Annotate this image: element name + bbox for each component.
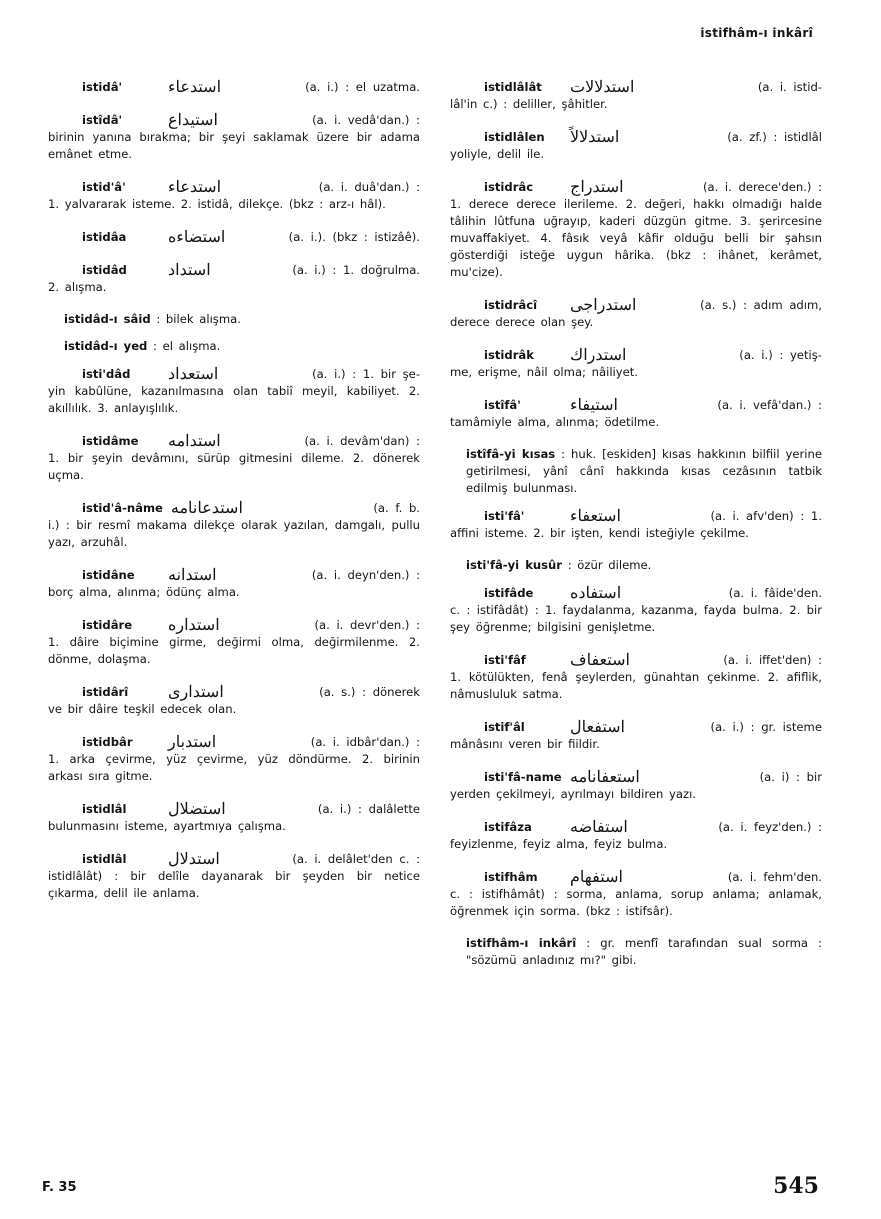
dictionary-entry (450, 868, 822, 920)
grammar-note: (a. i. istid- (757, 80, 822, 94)
headword: isti'dâd (82, 367, 131, 381)
right-column (450, 78, 822, 979)
entry-head (48, 432, 420, 450)
sub-definition: : özür dileme. (567, 558, 652, 572)
grammar-note: (a. i. derece'den.) : (702, 180, 822, 194)
definition-text: tamâmiyle alma, alınma; ödetilme. (450, 415, 660, 429)
grammar-note: (a. i. delâlet'den c. : (292, 852, 420, 866)
dictionary-entry (450, 296, 822, 331)
definition-text: derece derece olan şey. (450, 315, 594, 329)
definition-text: yoliyle, delil ile. (450, 147, 545, 161)
definition-text: istidlâlât) : bir delîle dayanarak bir şeyden bir netice çıkarma, delil ile anlama. (48, 869, 420, 900)
headword: istidâ' (82, 80, 123, 94)
entry-head (450, 768, 822, 786)
dictionary-entry (48, 499, 420, 551)
dictionary-entry (48, 566, 420, 601)
arabic-spelling: استدراج (570, 177, 624, 196)
definition-text: 1. bir şeyin devâmını, sürüp gitmesini dileme. 2. dönerek uçma. (48, 451, 420, 482)
arabic-spelling: استفاده (570, 583, 622, 602)
headword: istid'â-nâme (82, 501, 163, 515)
definition-text: feyizlenme, feyiz alma, feyiz bulma. (450, 837, 668, 851)
entry-head (48, 78, 420, 96)
entry-head (450, 128, 822, 146)
arabic-spelling: استفعال (570, 717, 625, 736)
grammar-note: (a. zf.) : istidlâl (727, 130, 822, 144)
arabic-spelling: استدراجی (570, 295, 637, 314)
sub-definition: : gr. menfî tarafından sual sorma : "sözümü anladınız mı?" gibi. (466, 936, 822, 967)
grammar-note: (a. i.) : 1. doğrulma. (292, 263, 420, 277)
signature-mark: F. 35 (42, 1180, 77, 1195)
entry-head (48, 616, 420, 634)
definition-text: mânâsını veren bir fiildir. (450, 737, 600, 751)
dictionary-entry (48, 228, 420, 246)
grammar-note: (a. i.) : dalâlette (317, 802, 420, 816)
entry-head (450, 718, 822, 736)
dictionary-entry (450, 718, 822, 753)
definition-text: affini isteme. 2. bir işten, kendi isteğiyle çekilme. (450, 526, 749, 540)
headword: istidâne (82, 568, 135, 582)
grammar-note: (a. i. devr'den.) : (314, 618, 420, 632)
grammar-note: (a. i. iffet'den) : (723, 653, 822, 667)
sub-definition: : huk. [eskiden] kısas hakkının bilfiil yerine getirilmesi, yânî cânî hakkında kısas cezâsının tatbik edilmiş bulunması. (466, 447, 822, 495)
arabic-spelling: استدامه (168, 431, 221, 450)
definition-text: c. : istifhâmât) : sorma, anlama, sorup anlama; anlamak, öğrenmek için sorma. (bkz : istifsâr). (450, 887, 822, 918)
arabic-spelling: استعفانامه (570, 767, 640, 786)
entry-head (48, 733, 420, 751)
headword: istidbâr (82, 735, 133, 749)
arabic-spelling: استدبار (168, 732, 217, 751)
entry-head (48, 365, 420, 383)
headword: istidlâlen (484, 130, 545, 144)
headword: istif'âl (484, 720, 525, 734)
entry-head (450, 584, 822, 602)
definition-text: i.) : bir resmî makama dilekçe olarak yazılan, damgalı, pullu yazı, arzuhâl. (48, 518, 420, 549)
headword: istifhâm (484, 870, 538, 884)
headword: isti'fâf (484, 653, 526, 667)
grammar-note: (a. i. devâm'dan) : (304, 434, 420, 448)
grammar-note: (a. i. deyn'den.) : (311, 568, 420, 582)
definition-text: 1. derece derece ilerileme. 2. değeri, hakkı olmadığı halde tâlihin lûtfuna uğrayıp, kaderi düzgün gitme. 3. şerircesine muvaffakiyet. 4. fâsık veyâ kâfir olduğu belli bir şahsın gösterdiği isteğe uygun hârika. (bkz : ihânet, kerâmet, mu'cize). (450, 197, 822, 279)
grammar-note: (a. i. duâ'dan.) : (318, 180, 420, 194)
dictionary-entry (48, 111, 420, 163)
arabic-spelling: استدلالاً (570, 127, 620, 146)
entry-head (450, 296, 822, 314)
arabic-spelling: استدعانامه (170, 498, 243, 517)
arabic-spelling: استفاضه (570, 817, 628, 836)
definition-text: yerden çekilmeyi, ayrılmayı bildiren yazı. (450, 787, 696, 801)
sub-entry (64, 311, 420, 328)
dictionary-entry (48, 178, 420, 213)
headword: istîfâ' (484, 398, 521, 412)
headword: istîdâ' (82, 113, 123, 127)
definition-text: lâl'in c.) : deliller, şâhitler. (450, 97, 608, 111)
entry-head (48, 178, 420, 196)
arabic-spelling: استدعاء (168, 77, 222, 96)
headword: istidâd (82, 263, 127, 277)
grammar-note: (a. i. feyz'den.) : (718, 820, 822, 834)
definition-text: ve bir dâire teşkil edecek olan. (48, 702, 237, 716)
definition-text: me, erişme, nâil olma; nâiliyet. (450, 365, 638, 379)
headword: istidâme (82, 434, 139, 448)
headword: istidrâk (484, 348, 534, 362)
dictionary-entry (450, 651, 822, 703)
dictionary-entry (450, 346, 822, 381)
dictionary-entry (450, 128, 822, 163)
headword: istidrâc (484, 180, 534, 194)
arabic-spelling: استدلالات (570, 77, 635, 96)
entry-head (48, 499, 420, 517)
definition-text: bulunmasını isteme, ayartmıya çalışma. (48, 819, 286, 833)
sub-entry (466, 935, 822, 969)
dictionary-entry (48, 432, 420, 484)
entry-head (48, 111, 420, 129)
grammar-note: (a. i. idbâr'dan.) : (310, 735, 420, 749)
entry-head (450, 346, 822, 364)
headword: istidlâl (82, 852, 127, 866)
grammar-note: (a. i.) : gr. isteme (710, 720, 822, 734)
grammar-note: (a. i. fâide'den. (728, 586, 822, 600)
dictionary-entry (48, 800, 420, 835)
definition-text: 1. dâire biçimine girme, değirmi olma, değirmilenme. 2. dönme, dolaşma. (48, 635, 420, 666)
arabic-spelling: استيفاء (570, 395, 618, 414)
arabic-spelling: استضلال (168, 799, 226, 818)
arabic-spelling: استداد (168, 260, 211, 279)
definition-text: 2. alışma. (48, 280, 107, 294)
running-header: istifhâm-ı inkârî (700, 26, 813, 40)
grammar-note: (a. i.) : el uzatma. (305, 80, 420, 94)
grammar-note: (a. i. fehm'den. (727, 870, 822, 884)
grammar-note: (a. i.) : yetiş- (739, 348, 822, 362)
sub-headword: isti'fâ-yi kusûr (466, 558, 563, 572)
headword: istidâre (82, 618, 133, 632)
arabic-spelling: استدراك (570, 345, 627, 364)
entry-head (450, 178, 822, 196)
definition-text: 1. yalvararak isteme. 2. istidâ, dilekçe. (bkz : arz-ı hâl). (48, 197, 386, 211)
entry-head (48, 261, 420, 279)
arabic-spelling: استعفاء (570, 506, 621, 525)
sub-headword: istidâd-ı yed (64, 339, 148, 353)
headword: istifâza (484, 820, 532, 834)
dictionary-entry (450, 768, 822, 803)
definition-text: 1. kötülükten, fenâ şeylerden, günahtan çekinme. 2. afiflik, nâmusluluk satma. (450, 670, 822, 701)
headword: istidrâcî (484, 298, 538, 312)
grammar-note: (a. f. b. (373, 501, 420, 515)
definition-text: birinin yanına bırakma; bir şeyi saklamak üzere bir adama emânet etme. (48, 130, 420, 161)
dictionary-entry (48, 733, 420, 785)
definition-text: c. : istifâdât) : 1. faydalanma, kazanma, fayda bulma. 2. bir şey öğrenme; bilgisini genişletme. (450, 603, 822, 634)
arabic-spelling: استداره (168, 615, 220, 634)
entry-head (450, 396, 822, 414)
entry-head (450, 651, 822, 669)
dictionary-entry (48, 78, 420, 96)
definition-text: borç alma, alınma; ödünç alma. (48, 585, 240, 599)
entry-head (48, 683, 420, 701)
arabic-spelling: استضاءه (168, 227, 226, 246)
sub-definition: : el alışma. (153, 339, 221, 353)
entry-head (450, 78, 822, 96)
dictionary-entry (450, 396, 822, 431)
arabic-spelling: استدلال (168, 849, 220, 868)
grammar-note: (a. i.). (bkz : istizâê). (288, 230, 420, 244)
entry-head (48, 228, 420, 246)
dictionary-entry (48, 365, 420, 417)
entry-head (450, 868, 822, 886)
headword: istidlâl (82, 802, 127, 816)
definition-text: yin kabûlüne, kazanılmasına olan tabiî meyil, kabiliyet. 2. akıllılık. 3. anlayışlılık. (48, 384, 420, 415)
headword: isti'fâ' (484, 509, 525, 523)
dictionary-entry (48, 683, 420, 718)
arabic-spelling: استفهام (570, 867, 623, 886)
arabic-spelling: استداری (168, 682, 224, 701)
grammar-note: (a. i) : bir (759, 770, 822, 784)
dictionary-entry (450, 818, 822, 853)
entry-head (450, 507, 822, 525)
grammar-note: (a. i. vedâ'dan.) : (312, 113, 420, 127)
sub-definition: : bilek alışma. (156, 312, 241, 326)
sub-headword: istifhâm-ı inkârî (466, 936, 577, 950)
dictionary-entry (450, 178, 822, 281)
grammar-note: (a. s.) : dönerek (319, 685, 420, 699)
headword: istidâa (82, 230, 127, 244)
dictionary-entry (450, 507, 822, 542)
definition-text: 1. arka çevirme, yüz çevirme, yüz döndürme. 2. birinin arkası sıra gitme. (48, 752, 420, 783)
headword: istidlâlât (484, 80, 542, 94)
entry-head (450, 818, 822, 836)
entry-head (48, 850, 420, 868)
grammar-note: (a. i. vefâ'dan.) : (717, 398, 822, 412)
headword: istifâde (484, 586, 534, 600)
headword: isti'fâ-name (484, 770, 562, 784)
sub-headword: istîfâ-yi kısas (466, 447, 556, 461)
headword: istidârî (82, 685, 129, 699)
sub-headword: istidâd-ı sâid (64, 312, 151, 326)
arabic-spelling: استدعاء (168, 177, 222, 196)
dictionary-entry (450, 584, 822, 636)
arabic-spelling: استدانه (168, 565, 217, 584)
sub-entry (466, 557, 822, 574)
left-column (48, 78, 420, 917)
entry-head (48, 566, 420, 584)
entry-head (48, 800, 420, 818)
headword: istid'â' (82, 180, 126, 194)
arabic-spelling: استعفاف (570, 650, 630, 669)
dictionary-entry (48, 261, 420, 296)
dictionary-entry (48, 850, 420, 902)
sub-entry (466, 446, 822, 497)
dictionary-entry (48, 616, 420, 668)
arabic-spelling: استيداع (168, 110, 218, 129)
grammar-note: (a. i.) : 1. bir şe- (312, 367, 420, 381)
dictionary-entry (450, 78, 822, 113)
sub-entry (64, 338, 420, 355)
grammar-note: (a. i. afv'den) : 1. (710, 509, 822, 523)
page-number: 545 (773, 1173, 819, 1199)
grammar-note: (a. s.) : adım adım, (700, 298, 822, 312)
arabic-spelling: استعداد (168, 364, 219, 383)
